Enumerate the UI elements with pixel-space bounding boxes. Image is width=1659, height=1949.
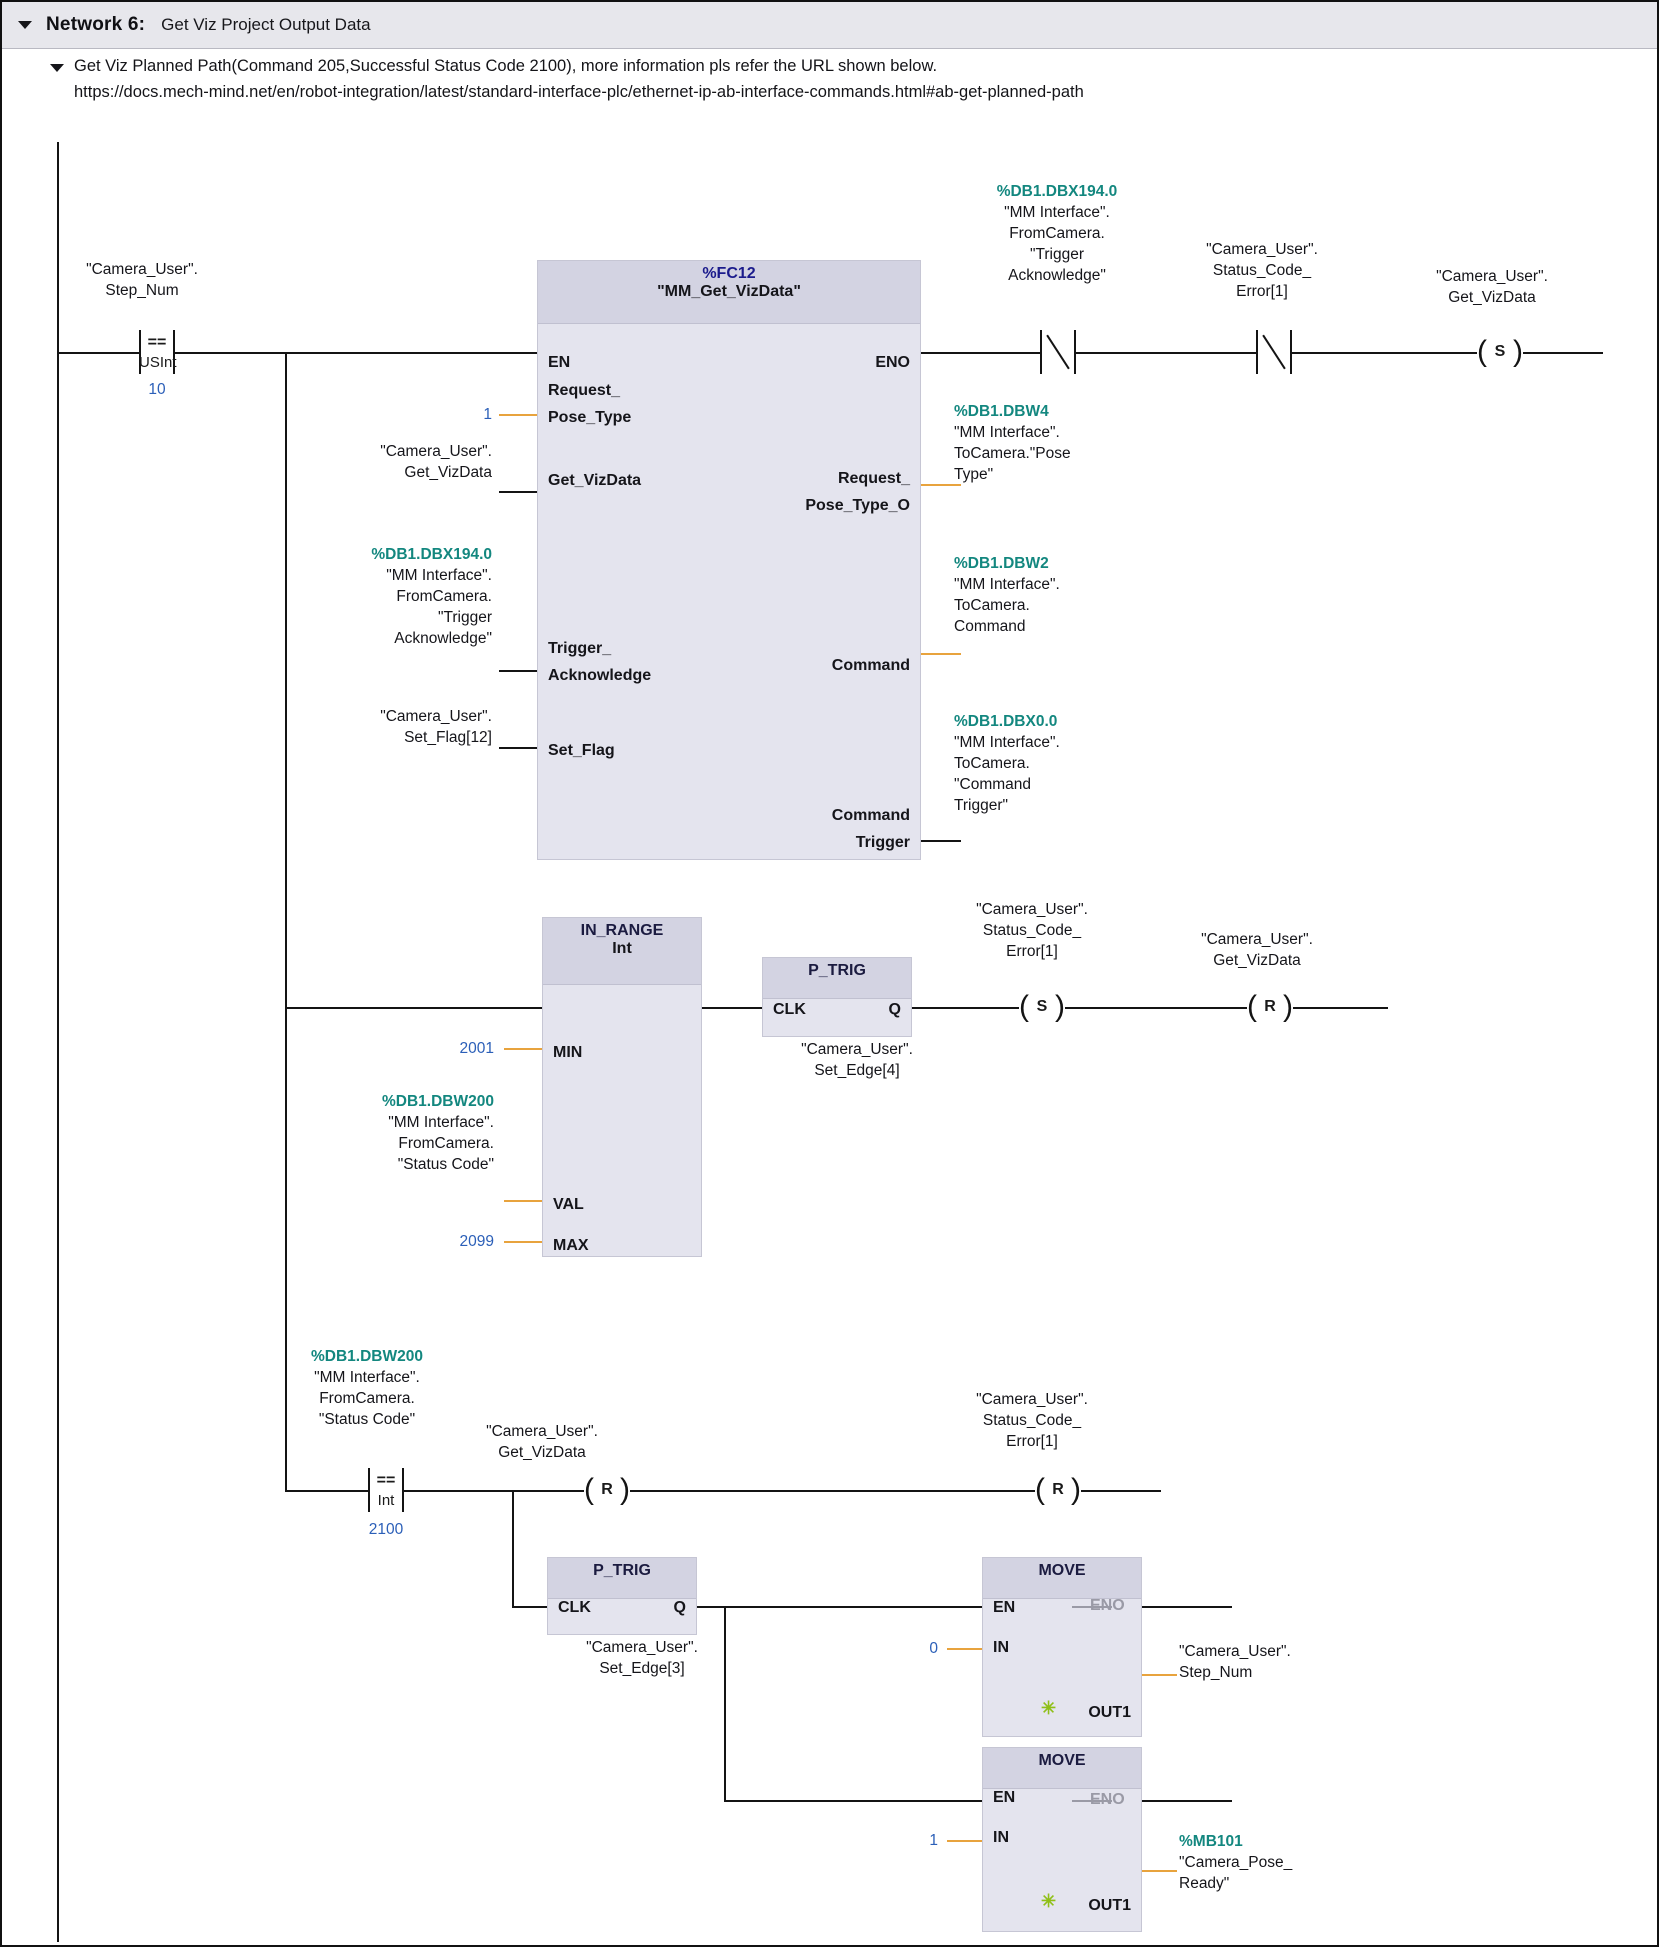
p-trig-1-clk: CLK — [773, 1001, 806, 1018]
fb-in-range[interactable] — [542, 917, 702, 1257]
p-trig-2-q: Q — [673, 1599, 686, 1616]
coil-set-status-code-error[interactable]: ( ) S — [1019, 990, 1065, 1023]
fb-in-trigger-ack-l2: Acknowledge — [548, 667, 652, 684]
pin-wire-trigger-ack — [499, 670, 537, 672]
label-nc2: "Camera_User". Status_Code_ Error[1] — [1206, 241, 1318, 300]
pin-wire-set-flag — [499, 747, 537, 749]
contact-step-num-value: 10 — [148, 381, 166, 398]
p-trig-2-header: P_TRIG — [548, 1558, 696, 1599]
move-2-en: EN — [993, 1789, 1016, 1806]
pin-wire-val — [504, 1200, 542, 1202]
in-range-val: VAL — [553, 1196, 584, 1213]
rung3-wire-q-to-move2 — [724, 1800, 982, 1802]
pin-wire-command-out — [921, 653, 961, 655]
contact-trigger-ack-nc[interactable] — [1040, 330, 1076, 374]
rung3-wire-to-ptrig — [512, 1606, 547, 1608]
power-rail — [57, 142, 59, 1942]
fb-out-command-trigger-l1: Command — [831, 807, 910, 824]
label-move-1-out: "Camera_User". Step_Num — [1179, 1643, 1291, 1681]
move-2-out-wire — [1142, 1800, 1232, 1802]
fb-out-request-pose-type-l1: Request_ — [837, 470, 910, 487]
rung1-wire-to-en — [175, 352, 537, 354]
label-command-out: %DB1.DBW2 "MM Interface". ToCamera. Command — [954, 555, 1060, 635]
in-range-max-value: 2099 — [459, 1233, 494, 1250]
rung3-wire-q-down — [724, 1606, 726, 1802]
move-2-in-wire — [947, 1840, 982, 1842]
fb-out-command-trigger-l2: Trigger — [855, 834, 910, 851]
description-line-2: https://docs.mech-mind.net/en/robot-integration/latest/standard-interface-plc/ethernet-ip-ab-interface-commands.html#ab-get-planned-path — [74, 82, 1084, 101]
fb-number: %FC12 — [702, 265, 756, 282]
fb-move-1[interactable] — [982, 1557, 1142, 1737]
fb-move-2[interactable] — [982, 1747, 1142, 1932]
contact-status-code-eq-2100[interactable]: == Int — [368, 1468, 404, 1512]
label-set-flag-in: "Camera_User". Set_Flag[12] — [380, 708, 492, 746]
label-coil-r-status-error: "Camera_User". Status_Code_ Error[1] — [976, 1391, 1088, 1450]
fb-p-trig-2[interactable] — [547, 1557, 697, 1635]
fb-mm-get-vizdata[interactable] — [537, 260, 921, 860]
step-num-label: "Camera_User". Step_Num — [86, 261, 198, 299]
in-range-min-value: 2001 — [459, 1040, 494, 1057]
move-2-eno: ENO — [1090, 1791, 1125, 1808]
move-1-header: MOVE — [983, 1558, 1141, 1599]
fb-in-request-pose-type-l2: Pose_Type — [548, 409, 632, 426]
rung3-wire-in — [285, 1490, 368, 1492]
move-1-out1: OUT1 — [1088, 1704, 1131, 1721]
rung2-wire-in — [285, 1007, 542, 1009]
label-set-edge-3: "Camera_User". Set_Edge[3] — [586, 1639, 698, 1677]
rung2-wire-mid — [1065, 1007, 1247, 1009]
label-coil-r-get-vizdata: "Camera_User". Get_VizData — [1201, 931, 1313, 969]
rung1-wire-end — [1523, 352, 1603, 354]
network-label: Network 6: — [46, 14, 146, 35]
move-1-in: IN — [993, 1639, 1009, 1656]
rung1-wire-to-coil — [1292, 352, 1477, 354]
in-range-subtitle: Int — [612, 940, 632, 957]
ladder-canvas — [2, 2, 1659, 1949]
move-1-out-pin-wire — [1142, 1674, 1177, 1676]
in-range-header — [543, 918, 701, 985]
label-nc1: %DB1.DBX194.0 "MM Interface". FromCamera. "Trigger Acknowledge" — [996, 183, 1118, 284]
rung2-wire-q-out — [912, 1007, 1019, 1009]
rung2-wire-end — [1293, 1007, 1388, 1009]
coil-reset-get-vizdata[interactable]: ( ) R — [1247, 990, 1293, 1023]
move-1-eno: ENO — [1090, 1597, 1125, 1614]
move-2-out-pin-wire — [1142, 1870, 1177, 1872]
pin-wire-max — [504, 1241, 542, 1243]
description-line-1: Get Viz Planned Path(Command 205,Successful Status Code 2100), more information pls refer the URL shown below. — [74, 57, 938, 75]
label-trigger-ack-in: %DB1.DBX194.0 "MM Interface". FromCamera. "Trigger Acknowledge" — [371, 546, 492, 647]
p-trig-1-q: Q — [888, 1001, 901, 1018]
rung1-wire-in — [57, 352, 139, 354]
fb-en: EN — [548, 354, 571, 371]
move-1-in-wire — [947, 1648, 982, 1650]
fb-out-request-pose-type-l2: Pose_Type_O — [805, 497, 910, 514]
move-2-header: MOVE — [983, 1748, 1141, 1789]
pin-wire-get-vizdata — [499, 491, 537, 493]
fb-p-trig-1[interactable] — [762, 957, 912, 1037]
in-range-title: IN_RANGE — [580, 922, 664, 939]
coil-set-get-vizdata[interactable]: ( ) S — [1477, 335, 1523, 368]
asterisk-icon-1: ✳ — [1041, 1698, 1057, 1718]
coil-reset-get-vizdata-2[interactable]: ( ) R — [584, 1473, 630, 1506]
move-2-in-value: 1 — [929, 1832, 938, 1849]
label-coil-r-get-vizdata-2: "Camera_User". Get_VizData — [486, 1423, 598, 1461]
fb-in-set-flag: Set_Flag — [548, 742, 615, 759]
label-command-trigger-out: %DB1.DBX0.0 "MM Interface". ToCamera. "Command Trigger" — [954, 713, 1060, 814]
in-range-min: MIN — [553, 1044, 583, 1061]
in-range-max: MAX — [553, 1237, 589, 1254]
asterisk-icon-2: ✳ — [1041, 1891, 1057, 1911]
coil-reset-status-code-error[interactable]: ( ) R — [1035, 1473, 1081, 1506]
fb-name: "MM_Get_VizData" — [657, 283, 801, 300]
in-range-val-label: %DB1.DBW200 "MM Interface". FromCamera. "Status Code" — [382, 1093, 494, 1173]
label-set-edge-4: "Camera_User". Set_Edge[4] — [801, 1041, 913, 1079]
move-2-out1: OUT1 — [1088, 1897, 1131, 1914]
label-request-pose-type-out: %DB1.DBW4 "MM Interface". ToCamera."Pose Type" — [954, 403, 1071, 483]
label-coil-s-status-error: "Camera_User". Status_Code_ Error[1] — [976, 901, 1088, 960]
rung3-sub-branch — [512, 1490, 514, 1608]
fb-out-command: Command — [831, 657, 910, 674]
p-trig-1-header: P_TRIG — [763, 958, 911, 999]
label-move-2-out: %MB101 "Camera_Pose_ Ready" — [1179, 1833, 1293, 1892]
move-1-out-wire — [1142, 1606, 1232, 1608]
fb-header — [538, 261, 920, 324]
fb-in-get-vizdata: Get_VizData — [548, 472, 642, 489]
pin-wire-min — [504, 1048, 542, 1050]
label-get-vizdata-in: "Camera_User". Get_VizData — [380, 443, 492, 481]
rung2-wire-to-ptrig — [702, 1007, 762, 1009]
rung3-wire-to-coil — [404, 1490, 584, 1492]
fb-in-request-pose-type-l1: Request_ — [548, 382, 621, 399]
label-contact-status-code: %DB1.DBW200 "MM Interface". FromCamera. "Status Code" — [311, 1348, 423, 1428]
contact-status-code-error-nc[interactable] — [1256, 330, 1292, 374]
rung1-wire-eno — [921, 352, 1040, 354]
move-2-in: IN — [993, 1829, 1009, 1846]
rung3-wire-mid — [630, 1490, 1035, 1492]
rung1-wire-mid — [1076, 352, 1256, 354]
move-1-en: EN — [993, 1599, 1016, 1616]
p-trig-2-clk: CLK — [558, 1599, 591, 1616]
rung3-wire-q-out — [697, 1606, 982, 1608]
rung3-wire-end — [1081, 1490, 1161, 1492]
contact-status-code-value: 2100 — [368, 1521, 404, 1538]
fb-eno: ENO — [875, 354, 910, 371]
request-pose-type-value: 1 — [483, 406, 492, 423]
move-1-in-value: 0 — [929, 1640, 938, 1657]
network-title: Get Viz Project Output Data — [161, 15, 371, 34]
pin-wire-request-pose-type — [499, 414, 537, 416]
contact-step-num-eq[interactable]: == USInt — [139, 330, 175, 374]
pin-wire-command-trigger-out — [921, 840, 961, 842]
label-coil-get-vizdata: "Camera_User". Get_VizData — [1436, 268, 1548, 306]
fb-in-trigger-ack-l1: Trigger_ — [548, 640, 612, 657]
